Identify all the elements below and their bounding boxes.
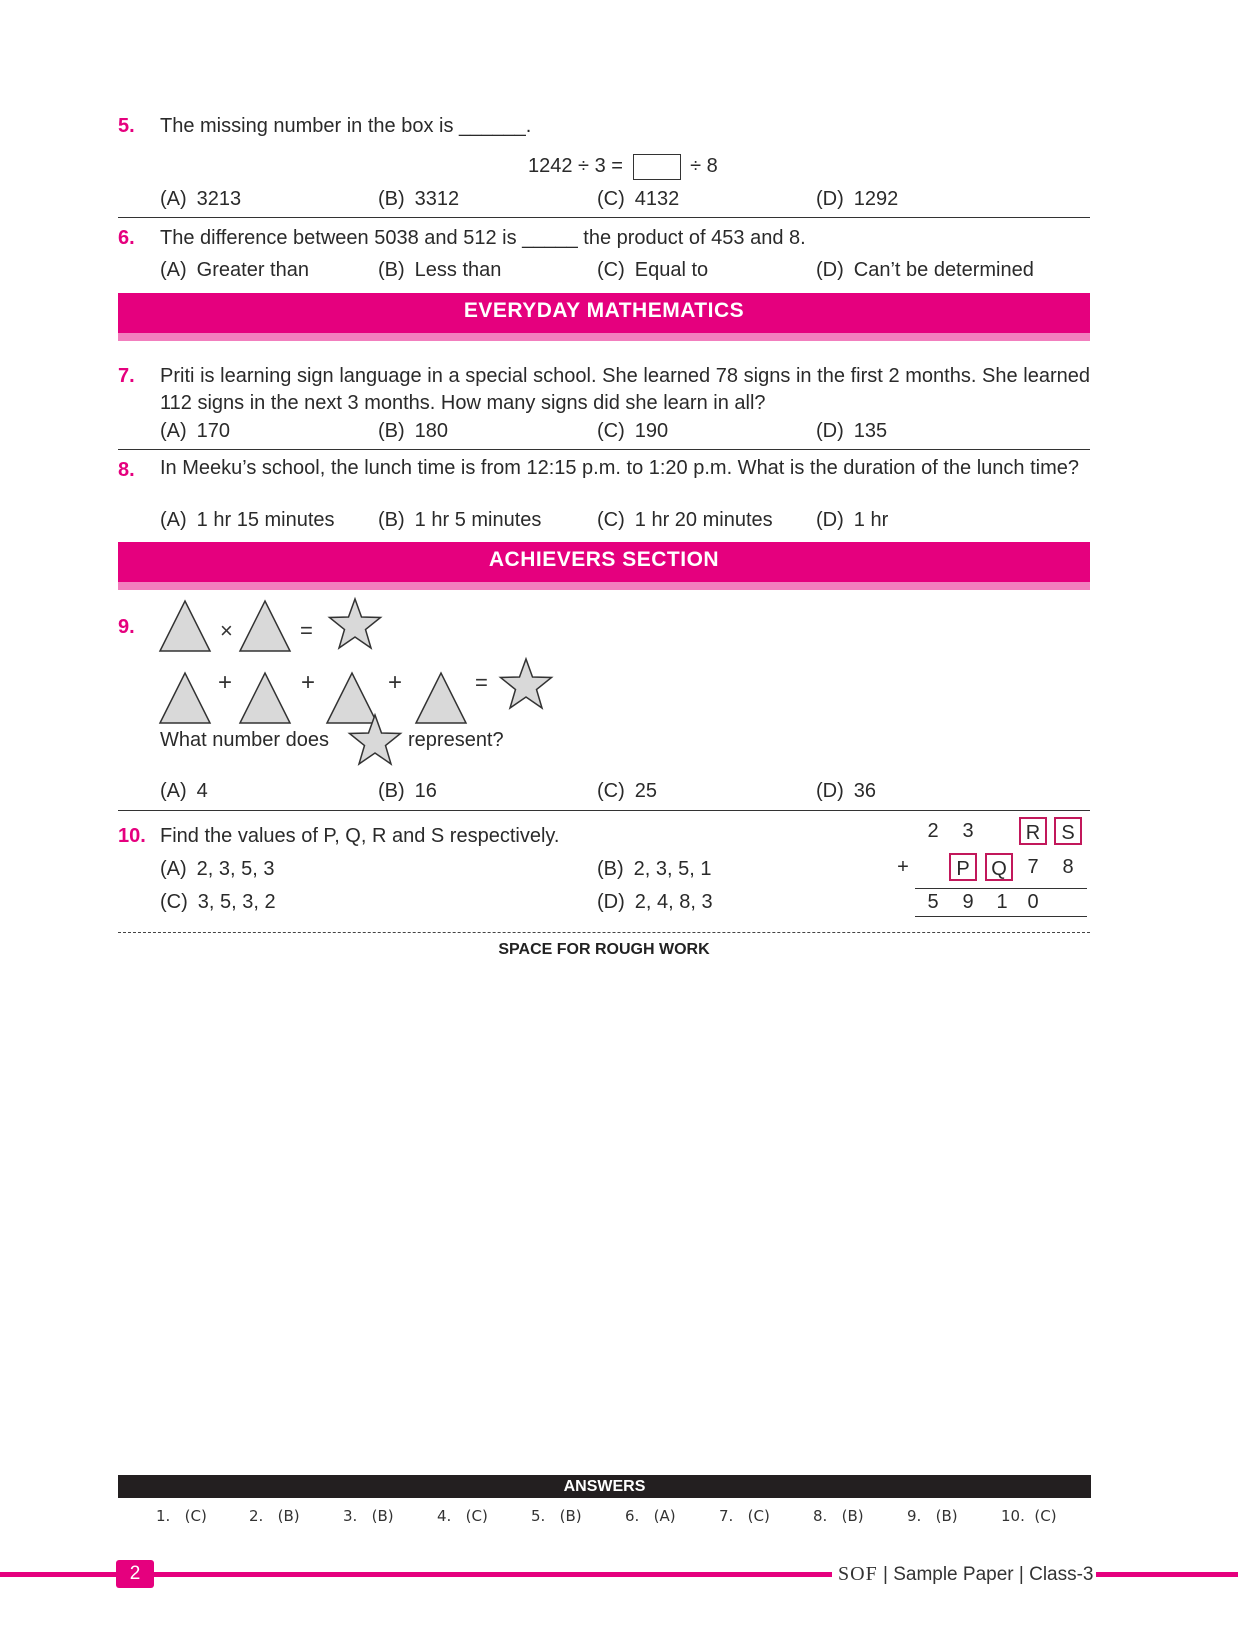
plus-sign: + bbox=[388, 669, 403, 696]
option-d[interactable]: (D) 135 bbox=[816, 420, 888, 442]
dashed-separator bbox=[118, 932, 1090, 933]
answer-item: 3. (B) bbox=[343, 1507, 394, 1525]
star-icon bbox=[501, 659, 552, 708]
option-a[interactable]: (A) 170 bbox=[160, 420, 231, 442]
question-9-text-after bbox=[408, 727, 504, 753]
footer-line-right bbox=[1096, 1572, 1238, 1577]
option-a[interactable]: (A) 3213 bbox=[160, 188, 242, 210]
question-number: 7. bbox=[118, 365, 135, 387]
answer-item: 8. (B) bbox=[813, 1507, 864, 1525]
option-a[interactable]: (A) Greater than bbox=[160, 259, 309, 281]
question-number: 9. bbox=[118, 616, 135, 638]
option-a[interactable]: (A) 4 bbox=[160, 780, 208, 802]
triangle-icon bbox=[240, 601, 290, 651]
answer-item: 9. (B) bbox=[907, 1507, 958, 1525]
answer-item: 4. (C) bbox=[437, 1507, 488, 1525]
answer-item: 5. (B) bbox=[531, 1507, 582, 1525]
option-b[interactable]: (B) 180 bbox=[378, 420, 449, 442]
option-c[interactable]: (C) 1 hr 20 minutes bbox=[597, 509, 773, 531]
answer-item: 1. (C) bbox=[156, 1507, 207, 1525]
answer-item: 2. (B) bbox=[249, 1507, 300, 1525]
plus-sign: + bbox=[301, 669, 316, 696]
sum-digit: 1 bbox=[996, 891, 1008, 913]
divider bbox=[118, 449, 1090, 450]
section-banner-achievers bbox=[118, 542, 1090, 590]
footer-text: | Sample Paper | Class-3 bbox=[882, 1564, 1094, 1585]
answers-title: ANSWERS bbox=[563, 1478, 646, 1495]
option-c[interactable]: (C) 190 bbox=[597, 420, 669, 442]
plus-sign: + bbox=[897, 856, 909, 878]
equation-q5 bbox=[528, 151, 718, 181]
answers-bar bbox=[118, 1475, 1091, 1498]
divider bbox=[118, 217, 1090, 218]
question-text: The difference between 5038 and 512 is _____ the product of 453 and 8. bbox=[160, 227, 806, 249]
unknown-p-box: P bbox=[949, 853, 977, 881]
digit-3: 3 bbox=[962, 820, 974, 842]
question-text-before: What number does bbox=[160, 729, 329, 751]
sum-underline bbox=[915, 916, 1087, 917]
question-text: In Meeku’s school, the lunch time is from 12:15 p.m. to 1:20 p.m. What is the duration of the lunch time? bbox=[160, 457, 1079, 479]
banner-stripe bbox=[118, 582, 1090, 590]
answer-item: 7. (C) bbox=[719, 1507, 770, 1525]
page-number: 2 bbox=[129, 1563, 141, 1584]
equation-right: ÷ 8 bbox=[690, 155, 718, 177]
answers-list bbox=[118, 1507, 1090, 1531]
triangle-icon bbox=[160, 601, 210, 651]
question-number: 5. bbox=[118, 115, 135, 137]
unknown-r-box: R bbox=[1019, 817, 1047, 845]
option-d[interactable]: (D) 2, 4, 8, 3 bbox=[597, 891, 713, 913]
triangle-icon bbox=[416, 673, 466, 723]
option-c[interactable]: (C) 25 bbox=[597, 780, 658, 802]
section-banner-everyday-mathematics bbox=[118, 293, 1090, 341]
equation-left: 1242 ÷ 3 = bbox=[528, 155, 623, 177]
page-number-badge bbox=[116, 1560, 154, 1588]
option-d[interactable]: (D) 1292 bbox=[816, 188, 899, 210]
rough-work-label: SPACE FOR ROUGH WORK bbox=[498, 941, 710, 958]
option-d[interactable]: (D) 1 hr bbox=[816, 509, 889, 531]
equals-sign: = bbox=[300, 618, 313, 643]
star-icon bbox=[345, 712, 405, 772]
question-number: 10. bbox=[118, 825, 146, 847]
digit-7: 7 bbox=[1027, 856, 1039, 878]
unknown-q-box: Q bbox=[985, 853, 1013, 881]
question-text-after: represent? bbox=[408, 729, 504, 751]
times-sign: × bbox=[220, 618, 233, 643]
question-text: Priti is learning sign language in a special school. She learned 78 signs in the first 2 months. She learned 112 signs in the next 3 months. How many signs did she learn in all? bbox=[160, 365, 1090, 414]
question-text: Find the values of P, Q, R and S respectively. bbox=[160, 825, 560, 847]
sum-digit: 9 bbox=[962, 891, 974, 913]
section-title: EVERYDAY MATHEMATICS bbox=[463, 299, 745, 322]
addition-puzzle bbox=[897, 817, 1087, 917]
option-d[interactable]: (D) Can’t be determined bbox=[816, 259, 1034, 281]
option-b[interactable]: (B) 2, 3, 5, 1 bbox=[597, 858, 712, 880]
star-icon bbox=[330, 599, 381, 648]
answer-item: 6. (A) bbox=[625, 1507, 676, 1525]
option-c[interactable]: (C) 4132 bbox=[597, 188, 680, 210]
option-a[interactable]: (A) 2, 3, 5, 3 bbox=[160, 858, 275, 880]
shape-equations bbox=[150, 596, 570, 726]
sum-digit: 5 bbox=[927, 891, 939, 913]
missing-number-box bbox=[633, 154, 681, 180]
option-c[interactable]: (C) Equal to bbox=[597, 259, 709, 281]
option-b[interactable]: (B) 3312 bbox=[378, 188, 460, 210]
option-c[interactable]: (C) 3, 5, 3, 2 bbox=[160, 891, 276, 913]
unknown-s-box: S bbox=[1054, 817, 1082, 845]
question-number: 6. bbox=[118, 227, 135, 249]
sof-logo: SOF bbox=[838, 1563, 878, 1585]
section-title: ACHIEVERS SECTION bbox=[488, 548, 720, 571]
sum-digit: 0 bbox=[1027, 891, 1039, 913]
triangle-icon bbox=[240, 673, 290, 723]
footer-branding bbox=[838, 1560, 1094, 1588]
plus-sign: + bbox=[218, 669, 233, 696]
digit-2: 2 bbox=[927, 820, 939, 842]
banner-stripe bbox=[118, 333, 1090, 341]
triangle-icon bbox=[160, 673, 210, 723]
question-number: 8. bbox=[118, 459, 135, 481]
digit-8: 8 bbox=[1062, 856, 1074, 878]
option-b[interactable]: (B) 1 hr 5 minutes bbox=[378, 509, 542, 531]
option-b[interactable]: (B) Less than bbox=[378, 259, 502, 281]
equals-sign: = bbox=[475, 670, 488, 695]
option-d[interactable]: (D) 36 bbox=[816, 780, 877, 802]
answer-item: 10. (C) bbox=[1001, 1507, 1057, 1525]
option-b[interactable]: (B) 16 bbox=[378, 780, 437, 802]
question-text: The missing number in the box is ______. bbox=[160, 115, 532, 137]
divider bbox=[118, 810, 1090, 811]
option-a[interactable]: (A) 1 hr 15 minutes bbox=[160, 509, 335, 531]
question-9-text bbox=[160, 727, 329, 753]
